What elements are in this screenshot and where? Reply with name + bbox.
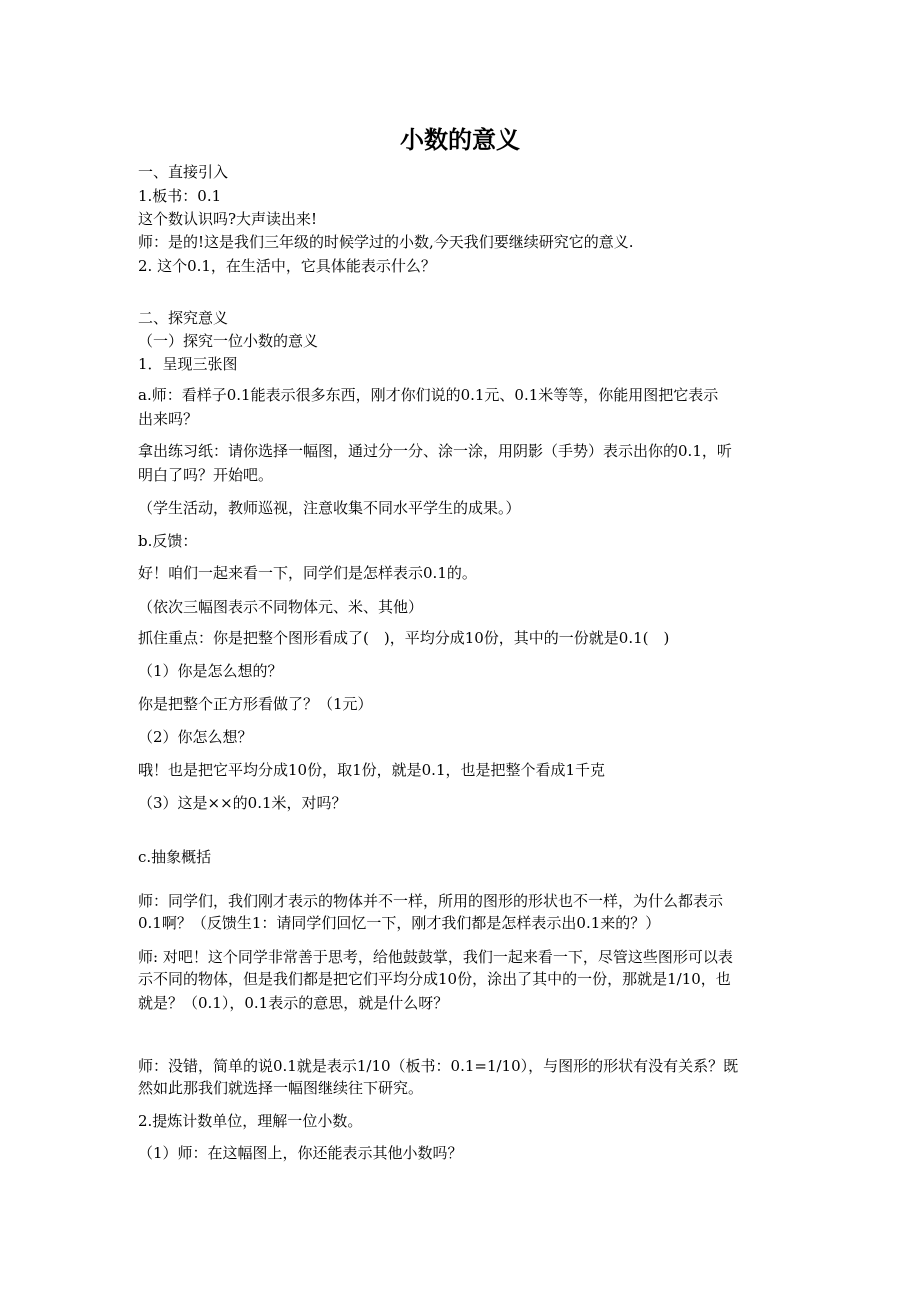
text-line: 示不同的物体，但是我们都是把它们平均分成10份，涂出了其中的一份，那就是1/10，也 — [138, 970, 731, 988]
text-line: （2）你怎么想？ — [138, 728, 253, 746]
text-line: 2. 这个0.1，在生活中，它具体能表示什么？ — [138, 257, 436, 275]
text-line: 二、探究意义 — [138, 309, 229, 327]
text-line: 明白了吗？开始吧。 — [138, 466, 274, 484]
text-line: 师：是的!这是我们三年级的时候学过的小数,今天我们要继续研究它的意义. — [138, 233, 634, 251]
text-line: 师：没错，简单的说0.1就是表示1/10（板书：0.1=1/10），与图形的形状有没有关系？既 — [138, 1057, 739, 1075]
text-line: 一、直接引入 — [138, 163, 229, 181]
text-line: 就是？（0.1），0.1表示的意思，就是什么呀？ — [138, 994, 449, 1012]
text-line: 1．呈现三张图 — [138, 355, 238, 373]
text-line: 抓住重点：你是把整个图形看成了( )，平均分成10份，其中的一份就是0.1( ) — [138, 629, 670, 647]
text-line: 师：同学们，我们刚才表示的物体并不一样，所用的图形的形状也不一样，为什么都表示 — [138, 892, 724, 910]
text-line: 出来吗？ — [138, 410, 199, 428]
text-line: （1）你是怎么想的？ — [138, 662, 283, 680]
text-line: （依次三幅图表示不同物体元、米、其他） — [138, 598, 424, 616]
text-line: （一）探究一位小数的意义 — [138, 332, 319, 350]
text-line: 2.提炼计数单位，理解一位小数。 — [138, 1112, 363, 1130]
text-line: a.师：看样子0.1能表示很多东西，刚才你们说的0.1元、0.1米等等，你能用图把它表示 — [138, 386, 719, 404]
text-line: 1.板书：0.1 — [138, 187, 222, 205]
text-line: （3）这是××的0.1米，对吗？ — [138, 794, 347, 812]
text-line: （学生活动，教师巡视，注意收集不同水平学生的成果。） — [138, 499, 521, 517]
document-title: 小数的意义 — [400, 126, 520, 154]
text-line: 拿出练习纸：请你选择一幅图，通过分一分、涂一涂，用阴影（手势）表示出你的0.1，听 — [138, 442, 732, 460]
text-line: 这个数认识吗?大声读出来! — [138, 210, 318, 228]
text-line: c.抽象概括 — [138, 848, 212, 866]
text-line: b.反馈： — [138, 532, 198, 550]
text-line: 好！咱们一起来看一下，同学们是怎样表示0.1的。 — [138, 564, 477, 582]
text-line: 然如此那我们就选择一幅图继续往下研究。 — [138, 1079, 424, 1097]
text-line: 0.1啊？（反馈生1：请同学们回忆一下，刚才我们都是怎样表示出0.1来的？） — [138, 914, 661, 932]
text-line: （1）师：在这幅图上，你还能表示其他小数吗？ — [138, 1144, 463, 1162]
text-line: 师: 对吧！这个同学非常善于思考，给他鼓鼓掌，我们一起来看一下，尽管这些图形可以表 — [138, 948, 733, 966]
text-line: 你是把整个正方形看做了？（1元） — [138, 695, 373, 713]
text-line: 哦！也是把它平均分成10份，取1份，就是0.1，也是把整个看成1千克 — [138, 761, 606, 779]
